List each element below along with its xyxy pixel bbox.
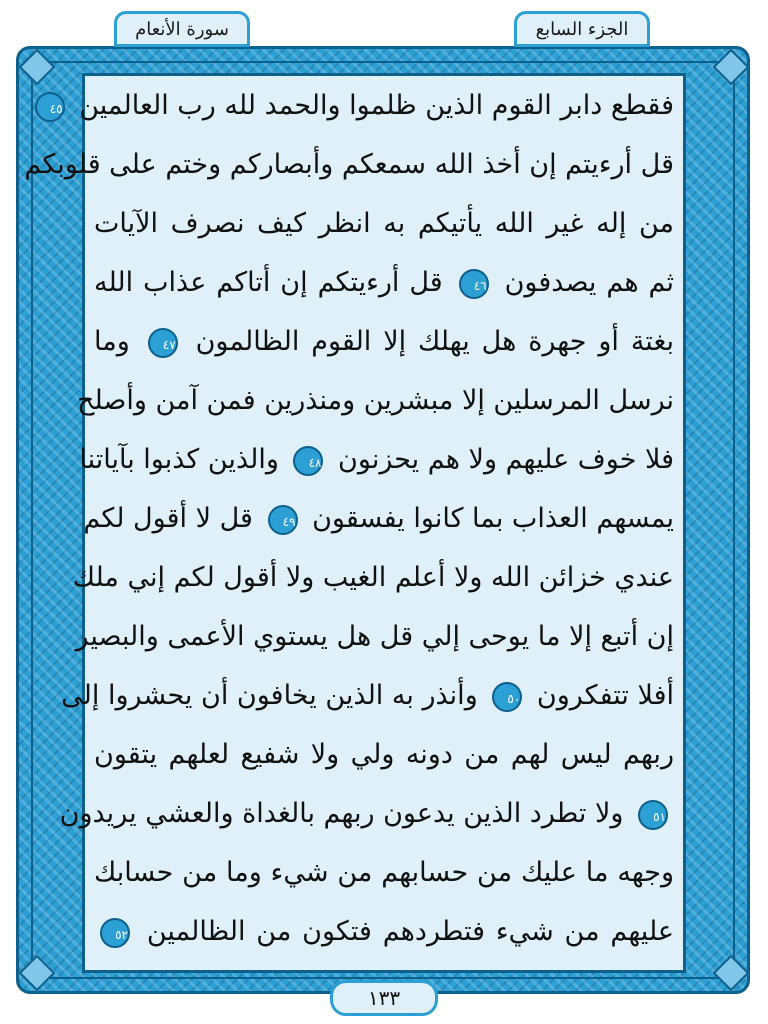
verse-text: ثم هم يصدفون xyxy=(494,267,674,298)
ayah-number-marker: ٤٧ xyxy=(148,328,178,358)
verse-lines xyxy=(24,78,674,968)
verse-line xyxy=(59,794,674,834)
verse-text: يمسهم العذاب بما كانوا يفسقون xyxy=(303,503,674,534)
verse-text: قل أرءيتكم إن أتاكم عذاب الله xyxy=(94,267,453,298)
verse-text: قل لا أقول لكم xyxy=(83,503,262,534)
verse-line xyxy=(94,263,674,303)
ayah-number-marker: ٤٨ xyxy=(293,446,323,476)
verse-line xyxy=(94,735,674,775)
verse-line xyxy=(61,676,674,716)
verse-text: ولا تطرد الذين يدعون ربهم بالغداة والعشي يريدون xyxy=(59,798,632,829)
verse-text: بغتة أو جهرة هل يهلك إلا القوم الظالمون xyxy=(183,326,674,357)
verse-line xyxy=(77,381,674,421)
verse-text: أفلا تتفكرون xyxy=(528,680,674,711)
verse-line xyxy=(49,86,674,126)
verse-text: ربهم ليس لهم من دونه ولي ولا شفيع لعلهم يتقون xyxy=(94,739,674,770)
verse-text: وما xyxy=(94,326,142,357)
verse-text: إن أتبع إلا ما يوحى إلي قل هل يستوي الأعمى والبصير xyxy=(75,621,674,652)
verse-text: وأنذر به الذين يخافون أن يحشروا إلى xyxy=(61,680,487,711)
surah-label: سورة الأنعام xyxy=(114,11,250,47)
verse-text: فلا خوف عليهم ولا هم يحزنون xyxy=(329,444,674,475)
page-number: ١٣٣ xyxy=(330,980,438,1016)
verse-line xyxy=(94,912,674,952)
ayah-number-marker: ٥١ xyxy=(638,800,668,830)
verse-line xyxy=(94,204,674,244)
verse-line xyxy=(83,499,674,539)
verse-line xyxy=(75,617,674,657)
verse-text: فقطع دابر القوم الذين ظلموا والحمد لله رب العالمين xyxy=(70,90,674,121)
ayah-number-marker: ٤٦ xyxy=(459,269,489,299)
verse-text: عليهم من شيء فتطردهم فتكون من الظالمين xyxy=(136,916,674,947)
juz-label: الجزء السابع xyxy=(514,11,650,47)
verse-line xyxy=(72,558,674,598)
verse-text: من إله غير الله يأتيكم به انظر كيف نصرف الآيات xyxy=(94,208,674,239)
verse-text: وجهه ما عليك من حسابهم من شيء وما من حسابك xyxy=(94,857,674,888)
verse-text: عندي خزائن الله ولا أعلم الغيب ولا أقول لكم إني ملك xyxy=(72,562,674,593)
verse-line xyxy=(24,145,674,185)
ayah-number-marker: ٥٠ xyxy=(492,682,522,712)
ayah-number-marker: ٤٥ xyxy=(35,92,65,122)
verse-text: والذين كذبوا بآياتنا xyxy=(79,444,288,475)
verse-line xyxy=(94,322,674,362)
verse-text: نرسل المرسلين إلا مبشرين ومنذرين فمن آمن وأصلح xyxy=(77,385,674,416)
ayah-number-marker: ٥٢ xyxy=(100,918,130,948)
verse-line xyxy=(79,440,674,480)
ayah-number-marker: ٤٩ xyxy=(268,505,298,535)
verse-line xyxy=(94,853,674,893)
verse-text: قل أرءيتم إن أخذ الله سمعكم وأبصاركم وختم على قلوبكم xyxy=(24,149,674,180)
